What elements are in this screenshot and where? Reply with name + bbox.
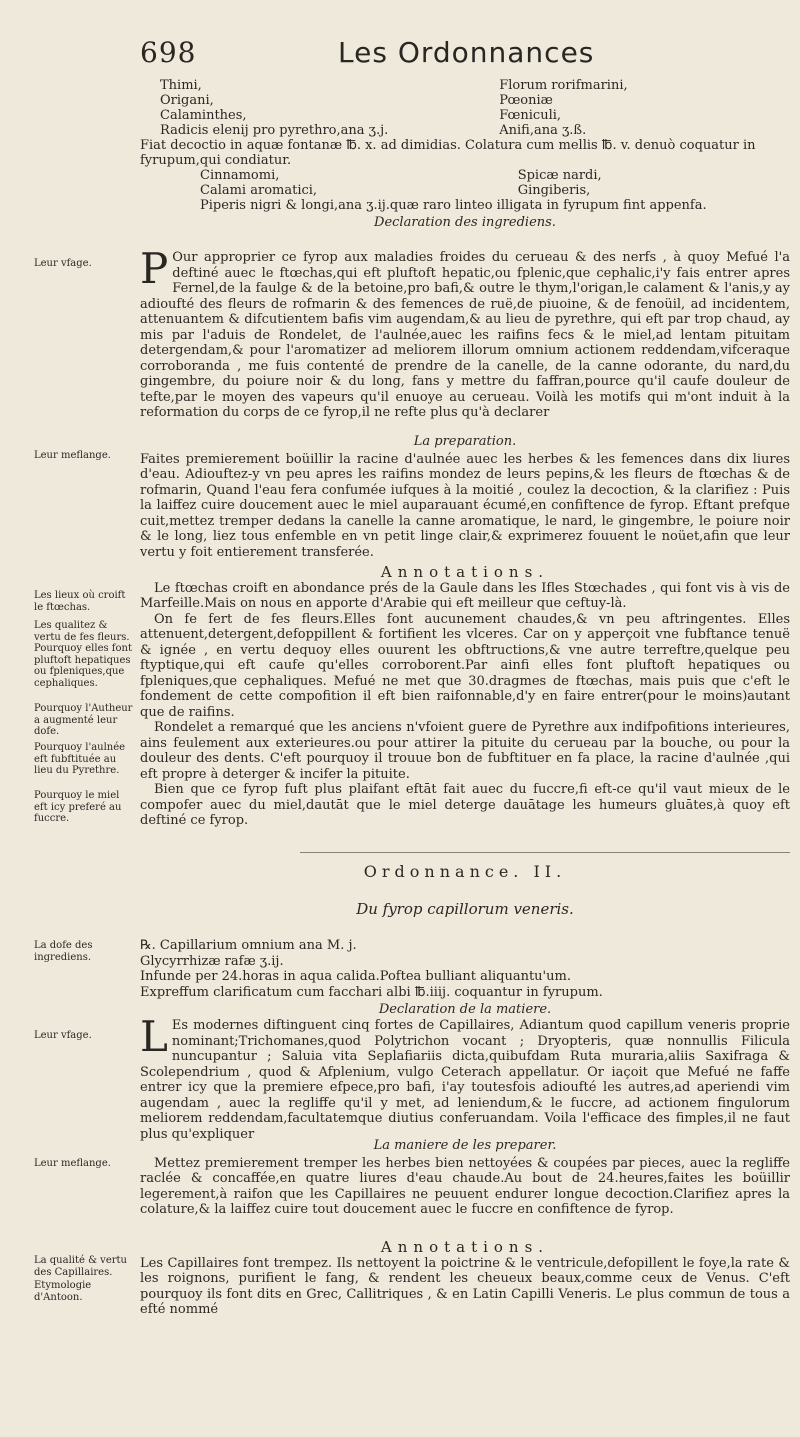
ingredient: Calaminthes,: [160, 108, 247, 123]
piperis-line: Piperis nigri & longi,ana ʒ.ij.quæ raro linteo illigata in fyrupum fint appenfa.: [200, 198, 707, 213]
section-heading: Annotations.: [380, 1238, 550, 1256]
margin-note: Les lieux où croift le ftœchas.: [34, 590, 126, 613]
section-heading: La preparation.: [413, 434, 517, 449]
annotations-two: [140, 1240, 790, 1318]
running-title: Les Ordonnances: [338, 36, 595, 69]
margin-note: Leur meflange.: [34, 1158, 111, 1169]
recipe-line: ℞. Capillarium omnium ana M. j.: [140, 938, 357, 953]
paragraph-text: Rondelet a remarqué que les anciens n'vfoient guere de Pyrethre aux indifpofitions interieures, ains feulement aux exterieures.ou pour attirer la pituite du cerueau par la bouche, ou pour la douleur des dents. C'eft pourquoy il trouue bon de fubftituer en fa place, la racine d'aulnée ,qui eft propre à deterger & incifer la pituite.: [140, 720, 790, 782]
paragraph-text: Faites premierement boüillir la racine d'aulnée auec les herbes & les femences dans dix liures d'eau. Adiouftez-y vn peu apres les raifins mondez de leurs pepins,& les fleurs de ftœchas & de rofmarin, Quand l'eau fera confumée iufques à la moitié , coulez la decoction, & la clarifiez : Puis la laiffez cuire doucement auec le miel auparauant écumé,en confiftence de fyrop. Eftant prefque cuit,mettez tremper dedans la canelle la canne aromatique, le nard, le gingembre, le poiure noir & le long, liez tous enfemble en vn petit linge clair,& exprimerez fouuent le noüet,afin que leur vertu y foit entierement transferée.: [140, 451, 790, 560]
preparation-one: [140, 432, 790, 560]
margin-note: Leur meflange.: [34, 450, 111, 461]
ingredient-row: [140, 78, 790, 93]
margin-note: Leur vfage.: [34, 258, 92, 269]
section-heading: Annotations.: [380, 563, 550, 581]
usage-paragraph-one: [140, 244, 790, 421]
page-number: 698: [140, 36, 197, 69]
paragraph-text: Bien que ce fyrop fuft plus plaifant eftāt fait auec du fuccre,fi eft-ce qu'il vaut mieux de le compofer auec du miel,dautāt que le miel deterge dauātage les humeurs gluātes,à quoy eft deftiné ce fyrop.: [140, 782, 790, 828]
divider-rule: [300, 852, 790, 853]
margin-note: Pourquoy l'Autheur a augmenté leur dofe.: [34, 703, 133, 737]
paragraph-text: Le ftœchas croift en abondance prés de la Gaule dans les Ifles Stœchades , qui font vis à vis de Marfeille.Mais on nous en apporte d'Arabie qui eft meilleur que ceftuy-là.: [140, 580, 790, 611]
margin-note: Leur vfage.: [34, 1030, 92, 1041]
margin-note: La qualité & vertu des Capillaires.: [34, 1255, 127, 1278]
ingredient-row: [140, 108, 790, 123]
preparation-two: [140, 1136, 790, 1218]
fiat-line: Fiat decoctio in aquæ fontanæ ℔. x. ad dimidias. Colatura cum mellis ℔. v. denuò coquatur in fyrupum,qui condiatur.: [140, 138, 756, 168]
section-heading: La maniere de les preparer.: [373, 1138, 557, 1153]
ingredient-row: [140, 168, 790, 183]
ingredient: Radicis elenij pro pyrethro,ana ʒ.j.: [160, 123, 389, 138]
recipe-line: Infunde per 24.horas in aqua calida.Poftea bulliant aliquantu'um.: [140, 969, 571, 984]
page-header: [140, 36, 780, 80]
recipe-line: Glycyrrhizæ rafæ ʒ.ij.: [140, 953, 284, 969]
paragraph-text: Our approprier ce fyrop aux maladies froides du cerueau & des nerfs , à quoy Mefué l'a deftiné auec le ftœchas,qui eft pluftoft hepatic,ou fplenic,que cephalic,i'y fais entrer apres Fernel,de la faulge & de la betoine,pro bafi,& outre le thym,l'origan,le calament & l'anis,y ay adioufté des fleurs de rofmarin & des femences de ruë,de piuoine, & de fenoüil, ad incidentem, attenuantem & difcutientem bafis vim augendam,& au lieu de pyrethre, qui eft par trop chaud, ay mis par l'aduis de Rondelet, de l'aulnée,auec les raifins fecs & le miel,ad lentam pituitam detergendam,& pour l'aromatizer ad meliorem illorum omnium actionem reddendam,vifceraque corroboranda , me fuis contenté de prendre de la canelle, de la canne odorante, du nard,du gingembre, du poiure noir & du long, fans y mettre du faffran,pource qu'il caufe douleur de tefte,par le moyen des vapeurs qu'il enuoye au cerueau. Voilà les motifs qui m'ont induit à la reformation du corps de ce fyrop,il ne refte plus qu'à declarer: [140, 250, 790, 420]
section-heading: Declaration des ingrediens.: [374, 215, 556, 230]
usage-paragraph-two: [140, 1012, 790, 1142]
drop-cap: L: [140, 1012, 168, 1061]
margin-note: Pourquoy le miel eft icy preferé au fuccre.: [34, 790, 122, 824]
ingredient: Thimi,: [160, 78, 202, 93]
recipe-one: [140, 78, 790, 232]
margin-note: La dofe des ingrediens.: [34, 940, 93, 963]
ingredient: Cinnamomi,: [200, 168, 280, 183]
paragraph-text: Mettez premierement tremper les herbes bien nettoyées & coupées par pieces, auec la regliffe raclée & concaffée,en quatre liures d'eau chaude.Au bout de 24.heures,faites les boüillir legerement,à raifon que les Capillaires ne peuuent endurer longue decoction.Clarifiez apres la colature,& la laiffez cuire tout doucement auec le fuccre en confiftence de fyrop.: [140, 1155, 790, 1217]
paragraph-text: On fe fert de fes fleurs.Elles font aucunement chaudes,& vn peu aftringentes. Elles attenuent,detergent,defoppillent & fortifient les vlceres. Car on y apperçoit vne fubftance tenuë & ignée , en vertu dequoy elles ouurent les obftructions,& vne autre terreftre,quelque peu ftyptique,qui eft caufe qu'elles corroborent.Par ainfi elles font pluftoft hepatiques ou fpleniques,que cephaliques. Mefué ne met que 30.dragmes de ftœchas, mais puis que c'eft le fondement de cette compofition il eft bien raifonnable,d'y en faire entrer(pour le moins)autant que de raifins.: [140, 611, 790, 720]
ingredient: Anifi,ana ʒ.ß.: [499, 123, 587, 138]
ingredient: Spicæ nardi,: [517, 168, 602, 183]
ingredient: Fœniculi,: [499, 108, 562, 123]
ingredient: Origani,: [160, 93, 214, 108]
ingredient-row: [140, 183, 790, 198]
ingredient: Gingiberis,: [517, 183, 591, 198]
margin-note: Les qualitez & vertu de fes fleurs.: [34, 620, 130, 643]
margin-note: Pourquoy l'aulnée eft fubftituée au lieu du Pyrethre.: [34, 742, 126, 776]
ingredient: Calami aromatici,: [200, 183, 318, 198]
ingredient: Florum rorifmarini,: [499, 78, 628, 93]
margin-note: Pourquoy elles font pluftoft hepatiques ou fpleniques,que cephaliques.: [34, 643, 132, 689]
drop-cap: P: [140, 244, 169, 293]
ingredient-row: [140, 123, 790, 138]
recipe-two: [140, 938, 790, 1020]
paragraph-text: Es modernes diftinguent cinq fortes de Capillaires, Adiantum quod capillum veneris proprie nominant;Trichomanes,quod Polytrichon vocant ; Dryopteris, quæ nonnullis Filicula nuncupantur ; Saluia vita Seplafiariis dicta,quibufdam Ruta muraria,aliis Saxifraga & Scolependrium , quod & Afplenium, vulgo Ceterach appellatur. Or iaçoit que Mefué ne faffe entrer icy que la premiere efpece,pro bafi, i'ay toutesfois adioufté les autres,ad aperiendi vim augendam , auec la regliffe qu'il y met, ad leniendum,& le fuccre, ad actionem fingulorum meliorem reddendam,facultatemque diutius conferuandam. Voila l'efficace des fimples,il ne faut plus qu'expliquer: [140, 1018, 790, 1142]
paragraph-text: Les Capillaires font trempez. Ils nettoyent la poictrine & le ventricule,defopillent le foye,la rate & les roignons, purifient le fang, & rendent les cheueux beaux,comme ceux de Venus. C'eft pourquoy ils font dits en Grec, Callitriques , & en Latin Capilli Veneris. Le plus commun de tous a efté nommé: [140, 1255, 790, 1317]
recipe-line: Expreffum clarificatum cum facchari albi ℔.iiij. coquantur in fyrupum.: [140, 984, 603, 1000]
section-heading: Declaration de la matiere.: [378, 1002, 552, 1017]
margin-note: Etymologie d'Antoon.: [34, 1280, 92, 1303]
ingredient: Pœoniæ: [499, 93, 553, 108]
ordonnance-subtitle: Du fyrop capillorum veneris.: [356, 900, 574, 918]
ingredient-row: [140, 93, 790, 108]
ordonnance-title: Ordonnance. II.: [363, 862, 567, 881]
annotations-one: [140, 565, 790, 829]
